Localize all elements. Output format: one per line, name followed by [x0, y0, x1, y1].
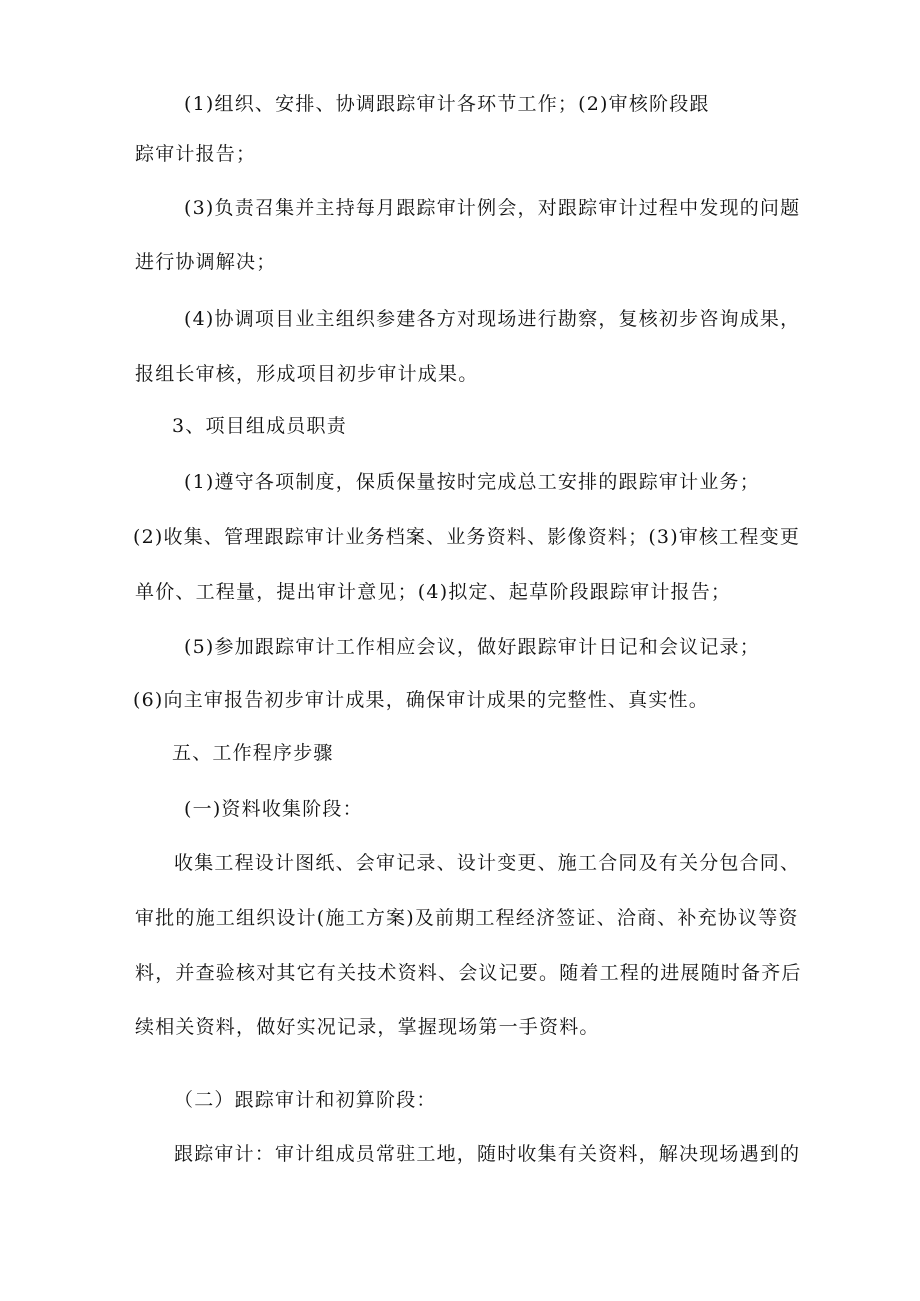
text-line-4: 进行协调解决；: [135, 251, 277, 273]
text-line-3: (3)负责召集并主持每月跟踪审计例会，对跟踪审计过程中发现的问题: [184, 197, 801, 219]
text-line-18: 续相关资料，做好实况记录，掌握现场第一手资料。: [135, 1016, 600, 1038]
text-line-20: 跟踪审计：审计组成员常驻工地，随时收集有关资料，解决现场遇到的: [174, 1143, 801, 1165]
subsection-heading-collection: (一)资料收集阶段：: [184, 798, 363, 820]
text-line-15: 收集工程设计图纸、会审记录、设计变更、施工合同及有关分包合同、: [174, 852, 801, 874]
text-line-9: (2)收集、管理跟踪审计业务档案、业务资料、影像资料；(3)审核工程变更: [133, 526, 801, 548]
section-heading-members: 3、项目组成员职责: [172, 415, 347, 437]
section-heading-procedure: 五、工作程序步骤: [172, 742, 334, 764]
text-line-17: 料，并查验核对其它有关技术资料、会议记要。随着工程的进展随时备齐后: [135, 962, 802, 984]
text-line-12: (6)向主审报告初步审计成果，确保审计成果的完整性、真实性。: [133, 689, 709, 711]
text-line-1: (1)组织、安排、协调跟踪审计各环节工作；(2)审核阶段跟: [184, 93, 710, 115]
text-line-5: (4)协调项目业主组织参建各方对现场进行勘察，复核初步咨询成果，: [184, 308, 801, 330]
text-line-8: (1)遵守各项制度，保质保量按时完成总工安排的跟踪审计业务；: [184, 471, 760, 493]
text-line-11: (5)参加跟踪审计工作相应会议，做好跟踪审计日记和会议记录；: [184, 636, 760, 658]
text-line-6: 报组长审核，形成项目初步审计成果。: [135, 363, 479, 385]
text-line-16: 审批的施工组织设计(施工方案)及前期工程经济签证、洽商、补充协议等资: [135, 907, 799, 929]
text-line-2: 踪审计报告；: [135, 143, 257, 165]
text-line-10: 单价、工程量，提出审计意见；(4)拟定、起草阶段跟踪审计报告；: [135, 581, 732, 603]
subsection-heading-tracking: （二）跟踪审计和初算阶段：: [174, 1089, 437, 1111]
